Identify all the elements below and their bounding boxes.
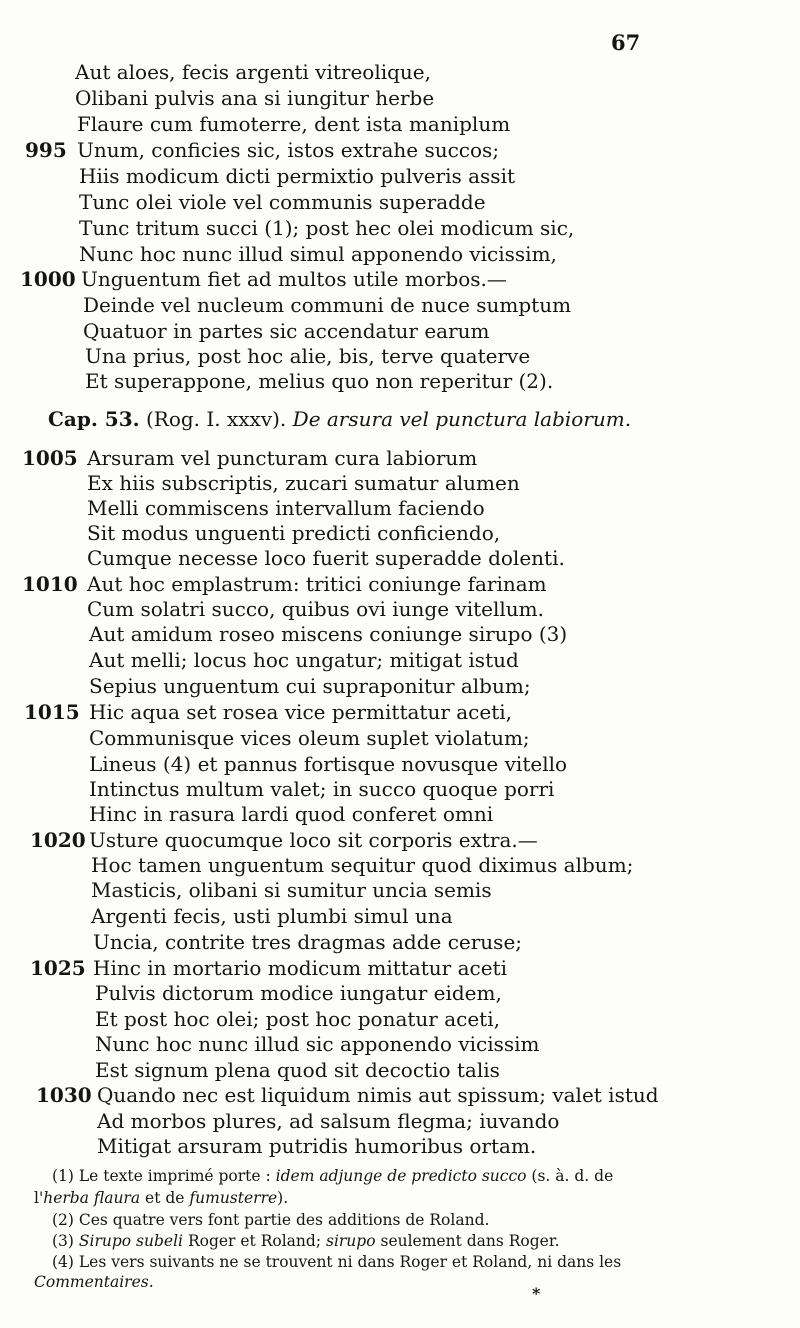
verse-line: Cumque necesse loco fuerit superadde dolenti. [87,546,565,570]
verse-line: Tunc tritum succi (1); post hec olei modicum sic, [79,216,575,240]
page-number: 67 [611,30,641,55]
verse-line: Usture quocumque loco sit corporis extra.— [89,828,538,852]
verse-line: Aut hoc emplastrum: tritici coniunge farinam [87,572,547,596]
verse-line: Masticis, olibani si sumitur uncia semis [91,878,492,902]
verse-line: Cum solatri succo, quibus ovi iunge vitellum. [87,597,544,621]
verse-line: Olibani pulvis ana si iungitur herbe [75,86,435,110]
verse-line: Uncia, contrite tres dragmas adde ceruse; [93,930,523,954]
footnote-4: (4) Les vers suivants ne se trouvent ni dans Roger et Roland, ni dans les [52,1253,622,1271]
verse-line: Et post hoc olei; post hoc ponatur aceti, [95,1007,500,1031]
signature-mark: * [532,1284,541,1303]
verse-line: Unguentum fiet ad multos utile morbos.— [81,267,507,291]
footnote-text: et de [145,1189,185,1207]
line-number: 1010 [22,572,78,596]
verse-line: Melli commiscens intervallum faciendo [87,496,485,520]
footnote-text: seulement dans Roger. [380,1232,560,1250]
line-number: 1030 [36,1083,92,1107]
chapter-reference: (Rog. I. xxxv). [145,407,287,431]
verse-line: Mitigat arsuram putridis humoribus ortam. [97,1134,537,1158]
footnote-text: Roger et Roland; [187,1232,322,1250]
verse-line: Ex hiis subscriptis, zucari sumatur alumen [87,471,520,495]
verse-line: Hic aqua set rosea vice permittatur aceti, [89,700,512,724]
verse-line: Sit modus unguenti predicti conficiendo, [87,521,501,545]
footnote-4-continued [34,1272,154,1292]
footnote-text: (3) [52,1232,74,1250]
verse-line: Arsuram vel puncturam cura labiorum [87,446,478,470]
verse-line: Argenti fecis, usti plumbi simul una [91,904,453,928]
line-number: 1000 [20,267,76,291]
verse-line: Hinc in mortario modicum mittatur aceti [93,956,507,980]
footnote-3 [52,1231,560,1251]
verse-line: Sepius unguentum cui supraponitur album; [89,674,531,698]
verse-line: Est signum plena quod sit decoctio talis [95,1058,500,1082]
verse-line: Aut melli; locus hoc ungatur; mitigat istud [89,648,519,672]
verse-line: Hinc in rasura lardi quod conferet omni [89,802,494,826]
footnote-1 [52,1166,613,1186]
line-number: 1025 [30,956,86,980]
footnote-italic: Commentaires. [34,1273,154,1291]
line-number: 1015 [24,700,80,724]
verse-line: Nunc hoc nunc illud sic apponendo vicissim [95,1032,540,1056]
verse-line: Deinde vel nucleum communi de nuce sumptum [83,293,572,317]
verse-line: Aut amidum roseo miscens coniunge sirupo (3) [89,622,568,646]
line-number: 1020 [30,828,86,852]
footnote-italic: sirupo [325,1232,376,1250]
verse-line: Lineus (4) et pannus fortisque novusque vitello [89,752,568,776]
verse-line: Flaure cum fumoterre, dent ista maniplum [77,112,511,136]
verse-line: Et superappone, melius quo non reperitur (2). [85,369,554,393]
footnote-text: ). [277,1189,289,1207]
chapter-heading [48,407,631,431]
verse-line: Hoc tamen unguentum sequitur quod diximus album; [91,853,634,877]
footnote-text: l' [34,1189,44,1207]
footnote-2: (2) Ces quatre vers font partie des additions de Roland. [52,1211,490,1229]
verse-line: Communisque vices oleum suplet violatum; [89,726,530,750]
line-number: 995 [25,138,67,162]
footnote-italic: idem adjunge de predicto succo [275,1167,527,1185]
verse-line: Tunc olei viole vel communis superadde [79,190,486,214]
footnote-italic: herba flaura [43,1189,141,1207]
verse-line: Una prius, post hoc alie, bis, terve quaterve [85,344,531,368]
verse-line: Quando nec est liquidum nimis aut spissum; valet istud [97,1083,659,1107]
footnote-text: (s. à. d. de [531,1167,614,1185]
footnote-1-continued [34,1188,288,1208]
footnote-text: (1) Le texte imprimé porte : [52,1167,271,1185]
verse-line: Aut aloes, fecis argenti vitreolique, [75,60,431,84]
verse-line: Unum, conficies sic, istos extrahe succos; [77,138,500,162]
chapter-title: De arsura vel punctura labiorum. [292,407,632,431]
verse-line: Hiis modicum dicti permixtio pulveris assit [79,164,516,188]
line-number: 1005 [22,446,78,470]
verse-line: Intinctus multum valet; in succo quoque porri [89,777,555,801]
footnote-italic: fumusterre [189,1189,278,1207]
footnote-italic: Sirupo subeli [78,1232,184,1250]
verse-line: Ad morbos plures, ad salsum flegma; iuvando [97,1109,560,1133]
verse-line: Nunc hoc nunc illud simul apponendo vicissim, [79,242,557,266]
verse-line: Pulvis dictorum modice iungatur eidem, [95,981,502,1005]
chapter-number: Cap. 53. [48,407,140,431]
verse-line: Quatuor in partes sic accendatur earum [83,319,490,343]
